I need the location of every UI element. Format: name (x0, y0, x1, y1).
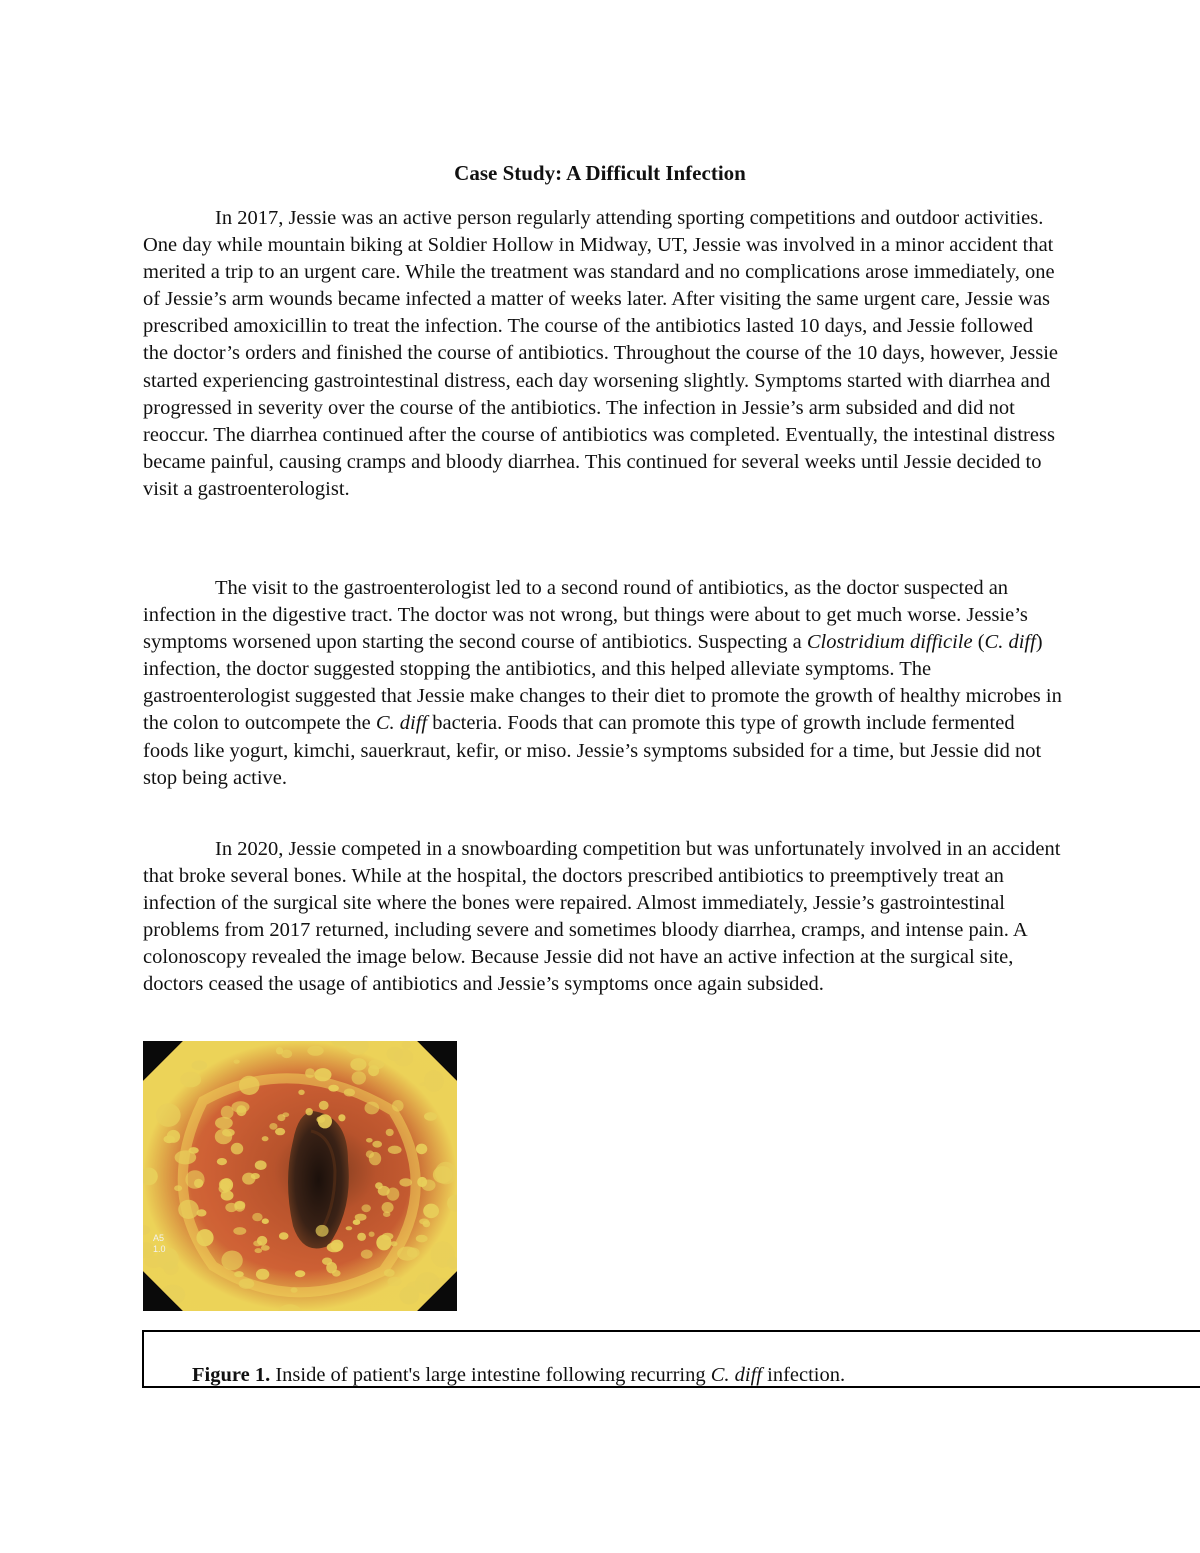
plaque (328, 1085, 339, 1092)
plaque (352, 1071, 366, 1084)
plaque (386, 1129, 394, 1136)
plaque (252, 1213, 262, 1221)
plaque (423, 1204, 439, 1219)
plaque (234, 1271, 244, 1277)
plaque (388, 1146, 402, 1154)
paragraph-2-seg-3: C. diff (984, 631, 1036, 654)
plaque (232, 1101, 250, 1113)
plaque (366, 1138, 373, 1143)
plaque (407, 1248, 420, 1258)
paragraph-2 (143, 575, 1063, 792)
plaque (192, 1060, 208, 1070)
plaque (417, 1177, 427, 1187)
plaque (368, 1065, 379, 1076)
plaque (319, 1101, 329, 1110)
plaque (305, 1068, 315, 1078)
plaque (306, 1108, 313, 1115)
plaque (402, 1041, 411, 1049)
paragraph-2-seg-5: C. diff (375, 712, 428, 735)
paragraph-2-seg-4: ) infection, the doctor suggested stopping the antibiotics, and this helped alleviate symptoms. The gastroenterologist suggested that Jessie make changes to their diet to promote the growth of healthy microbes in the colon to outcompete the (143, 631, 1062, 735)
plaque (262, 1218, 269, 1224)
plaque (406, 1281, 426, 1293)
plaque (416, 1144, 427, 1155)
caption-text-before: Inside of patient's large intestine following recurring (270, 1364, 711, 1386)
plaque (174, 1185, 182, 1191)
overlay-text-1: A5 (153, 1233, 165, 1243)
plaque (298, 1090, 304, 1095)
plaque (327, 1243, 342, 1253)
paragraph-3-text (143, 836, 1063, 999)
plaque (217, 1158, 227, 1165)
plaque (394, 1049, 414, 1067)
plaque (375, 1182, 383, 1189)
plaque (361, 1250, 373, 1259)
plaque (156, 1103, 181, 1127)
paragraph-2-seg-0: The visit to the gastroenterologist led to a second round of antibiotics, as the doctor suspected an infection in the digestive tract. The doctor was not wrong, but things were about to get much worse. Jessie’s symptoms worsened upon starting the second course of antibiotics. Suspecting a (143, 577, 1028, 654)
plaque (167, 1130, 180, 1143)
paragraph-2-seg-2: ( (972, 631, 985, 654)
plaque (180, 1072, 201, 1088)
plaque (262, 1136, 269, 1141)
plaque (372, 1141, 382, 1148)
paragraph-3 (143, 836, 1063, 999)
plaque (387, 1277, 401, 1287)
plaque (369, 1232, 375, 1237)
plaque (233, 1227, 246, 1235)
colonoscopy-image (143, 1041, 457, 1311)
plaque (392, 1100, 404, 1112)
plaque (215, 1117, 233, 1129)
plaque (424, 1112, 437, 1121)
plaque (234, 1060, 240, 1064)
plaque (307, 1046, 323, 1056)
plaque (369, 1152, 381, 1165)
caption-italic: C. diff (710, 1364, 762, 1386)
plaque (291, 1287, 298, 1292)
plaque (215, 1129, 232, 1144)
plaque (255, 1248, 263, 1253)
paragraph-1 (143, 205, 1063, 503)
plaque (269, 1123, 277, 1130)
plaque (295, 1270, 305, 1277)
plaque (338, 1114, 345, 1121)
paragraph-2-seg-1: Clostridium difficile (806, 631, 973, 654)
plaque (194, 1179, 203, 1188)
plaque (239, 1076, 260, 1095)
figure-caption (192, 1363, 845, 1387)
plaque (423, 1220, 431, 1227)
plaque (253, 1240, 262, 1246)
plaque (163, 1261, 178, 1275)
plaque (346, 1226, 353, 1230)
plaque (382, 1233, 394, 1240)
plaque (357, 1233, 366, 1241)
plaque (365, 1102, 380, 1115)
colonoscopy-image-svg (143, 1041, 457, 1311)
paragraph-2-seg-6: bacteria. Foods that can promote this type of growth include fermented foods like yogurt, kimchi, sauerkraut, kefir, or miso. Jessie’s symptoms subsided for a time, but Jessie did not stop being active. (143, 712, 1042, 789)
plaque (391, 1241, 398, 1246)
plaque (314, 1068, 331, 1081)
plaque (344, 1089, 355, 1097)
paragraph-2-text (143, 575, 1063, 792)
plaque (219, 1179, 231, 1190)
plaque (261, 1245, 270, 1251)
plaque (435, 1162, 456, 1185)
overlay-text-2: 1.0 (153, 1244, 166, 1254)
plaque (316, 1116, 325, 1123)
plaque (362, 1204, 371, 1212)
plaque (234, 1201, 245, 1211)
endoscopic-view (143, 1041, 457, 1311)
paragraph-1-text (143, 205, 1063, 503)
plaque (178, 1200, 199, 1219)
paragraph-3-seg-0: In 2020, Jessie competed in a snowboarding competition but was unfortunately involved in an accident that broke several bones. While at the hospital, the doctors prescribed antibiotics to preemptively treat an infection of the surgical site where the bones were repaired. Almost immediately, Jessie’s gastrointestinal problems from 2017 returned, including severe and sometimes bloody diarrhea, cramps, and intense pain. A colonoscopy revealed the image below. Because Jessie did not have an active infection at the surgical site, doctors ceased the usage of antibiotics and Jessie’s symptoms once again subsided. (143, 838, 1061, 996)
plaque (350, 1058, 366, 1071)
caption-label: Figure 1. (192, 1364, 271, 1386)
caption-text-after: infection. (762, 1364, 846, 1386)
plaque (332, 1270, 341, 1277)
plaque (221, 1251, 242, 1271)
plaque (231, 1143, 243, 1155)
paragraph-1-seg-0: In 2017, Jessie was an active person regularly attending sporting competitions and outdoor activities. One day while mountain biking at Soldier Hollow in Midway, UT, Jessie was involved in a minor accident that merited a trip to an urgent care. While the treatment was standard and no complications arose immediately, one of Jessie’s arm wounds became infected a matter of weeks later. After visiting the same urgent care, Jessie was prescribed amoxicillin to treat the infection. The course of the antibiotics lasted 10 days, and Jessie followed the doctor’s orders and finished the course of antibiotics. Throughout the course of the 10 days, however, Jessie started experiencing gastrointestinal distress, each day worsening slightly. Symptoms started with diarrhea and progressed in severity over the course of the antibiotics. The infection in Jessie’s arm subsided and did not reoccur. The diarrhea continued after the course of antibiotics was completed. Eventually, the intestinal distress became painful, causing cramps and bloody diarrhea. This continued for several weeks until Jessie decided to visit a gastroenterologist. (143, 207, 1059, 500)
plaque (382, 1202, 394, 1213)
plaque (256, 1269, 269, 1280)
plaque (276, 1047, 283, 1054)
plaque (282, 1112, 289, 1117)
plaque (196, 1229, 213, 1246)
plaque (279, 1232, 289, 1239)
plaque (322, 1258, 332, 1265)
plaque (188, 1147, 198, 1154)
plaque (387, 1188, 400, 1201)
plaque (399, 1178, 412, 1186)
plaque (239, 1279, 255, 1289)
plaque (255, 1160, 267, 1170)
figure-caption-box (142, 1330, 1200, 1388)
document-title: Case Study: A Difficult Infection (454, 161, 746, 185)
plaque (353, 1219, 361, 1225)
plaque (416, 1235, 428, 1243)
plaque (316, 1225, 329, 1237)
plaque (384, 1269, 395, 1277)
plaque (251, 1173, 260, 1179)
plaque (424, 1070, 444, 1092)
plaque (275, 1128, 285, 1135)
